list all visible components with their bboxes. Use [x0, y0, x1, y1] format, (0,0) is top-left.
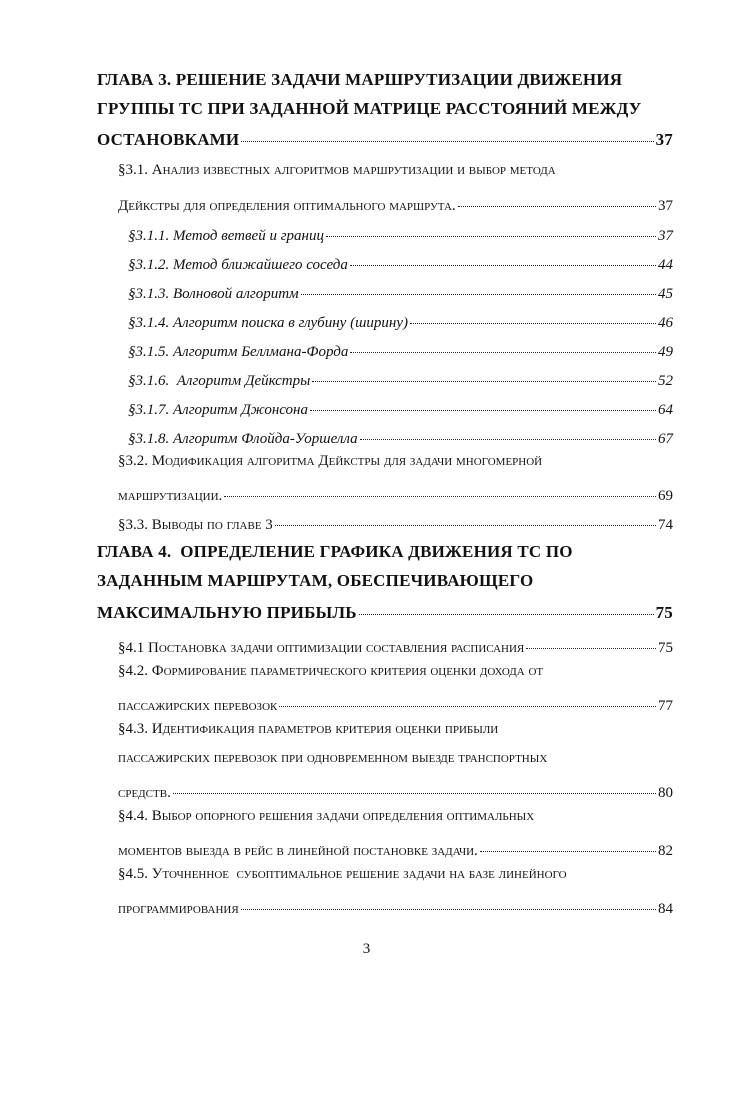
- toc-subsection-3-1-4[interactable]: [128, 309, 673, 332]
- toc-section-3-3-title: §3.3. Выводы по главе 3: [118, 517, 273, 533]
- leader-dots: [326, 222, 656, 240]
- leader-dots: [301, 280, 656, 298]
- toc-chapter-4-line-2: [97, 571, 673, 591]
- leader-dots: [458, 192, 656, 210]
- toc-chapter-4-title-line-2: ЗАДАННЫМ МАРШРУТАМ, ОБЕСПЕЧИВАЮЩЕГО: [97, 571, 534, 590]
- toc-subsection-3-1-5-page: 49: [658, 344, 673, 360]
- toc-subsection-3-1-3[interactable]: [128, 280, 673, 303]
- leader-dots: [350, 338, 656, 356]
- toc-section-4-4-title-line-1: §4.4. Выбор опорного решения задачи определения оптимальных: [118, 808, 535, 824]
- toc-section-3-2-line-1: [118, 453, 673, 470]
- toc-subsection-3-1-3-title: §3.1.3. Волновой алгоритм: [128, 286, 299, 302]
- toc-section-4-3-title-line-1: §4.3. Идентификация параметров критерия оценки прибыли: [118, 721, 499, 737]
- toc-chapter-4-title-line-3: МАКСИМАЛЬНУЮ ПРИБЫЛЬ: [97, 603, 357, 622]
- toc-subsection-3-1-6-page: 52: [658, 373, 673, 389]
- toc-subsection-3-1-1-page: 37: [658, 228, 673, 244]
- toc-chapter-3-entry[interactable]: [97, 127, 673, 150]
- toc-section-4-2-entry[interactable]: [118, 692, 673, 715]
- toc-chapter-4-title-line-1: ГЛАВА 4. ОПРЕДЕЛЕНИЕ ГРАФИКА ДВИЖЕНИЯ ТС ПО: [97, 542, 573, 561]
- toc-subsection-3-1-2[interactable]: [128, 251, 673, 274]
- leader-dots: [224, 482, 656, 500]
- toc-chapter-3-line-1: [97, 70, 673, 90]
- toc-section-3-1-entry[interactable]: [118, 192, 673, 215]
- toc-subsection-3-1-4-title: §3.1.4. Алгоритм поиска в глубину (ширину): [128, 315, 408, 331]
- leader-dots: [312, 367, 656, 385]
- toc-subsection-3-1-2-title: §3.1.2. Метод ближайшего соседа: [128, 257, 348, 273]
- toc-subsection-3-1-5-title: §3.1.5. Алгоритм Беллмана-Форда: [128, 344, 349, 360]
- toc-chapter-4-line-1: [97, 542, 673, 562]
- toc-section-3-2-entry[interactable]: [118, 482, 673, 505]
- toc-subsection-3-1-7-title: §3.1.7. Алгоритм Джонсона: [128, 402, 308, 418]
- leader-dots: [526, 634, 656, 652]
- toc-section-4-4-title-line-2: моментов выезда в рейс в линейной постановке задачи.: [118, 843, 478, 859]
- toc-section-3-1-title-line-1: §3.1. Анализ известных алгоритмов маршрутизации и выбор метода: [118, 162, 556, 178]
- leader-dots: [275, 511, 656, 529]
- toc-subsection-3-1-5[interactable]: [128, 338, 673, 361]
- toc-section-3-1-line-1: [118, 162, 673, 179]
- leader-dots: [410, 309, 656, 327]
- toc-subsection-3-1-6-title: §3.1.6. Алгоритм Дейкстры: [128, 373, 311, 389]
- toc-section-3-2-page: 69: [658, 488, 673, 504]
- toc-subsection-3-1-8-page: 67: [658, 431, 673, 447]
- page-number: 3: [362, 941, 371, 957]
- toc-section-4-3-line-2: [118, 750, 673, 767]
- toc-section-4-2-title-line-2: пассажирских перевозок: [118, 698, 278, 714]
- toc-section-3-2-title-line-2: маршрутизации.: [118, 488, 223, 504]
- toc-section-4-5-title-line-1: §4.5. Уточненное субоптимальное решение задачи на базе линейного: [118, 866, 567, 882]
- toc-section-3-1-title-line-2: Дейкстры для определения оптимального маршрута.: [118, 198, 456, 214]
- toc-section-4-3-title-line-2: пассажирских перевозок при одновременном выезде транспортных: [118, 750, 548, 766]
- toc-section-4-5-page: 84: [658, 901, 673, 917]
- leader-dots: [173, 779, 656, 797]
- leader-dots: [279, 692, 656, 710]
- toc-section-4-3-title-line-3: средств.: [118, 785, 171, 801]
- toc-subsection-3-1-3-page: 45: [658, 286, 673, 302]
- leader-dots: [241, 127, 653, 145]
- leader-dots: [350, 251, 656, 269]
- toc-section-4-4-page: 82: [658, 843, 673, 859]
- toc-section-4-1-title: §4.1 Постановка задачи оптимизации составления расписания: [118, 640, 525, 656]
- toc-section-4-5-title-line-2: программирования: [118, 901, 239, 917]
- toc-subsection-3-1-2-page: 44: [658, 257, 673, 273]
- toc-section-4-4-line-1: [118, 808, 673, 825]
- toc-section-4-2-title-line-1: §4.2. Формирование параметрического критерия оценки дохода от: [118, 663, 544, 679]
- leader-dots: [480, 837, 656, 855]
- toc-subsection-3-1-6[interactable]: [128, 367, 673, 390]
- toc-section-4-3-page: 80: [658, 785, 673, 801]
- leader-dots: [310, 396, 656, 414]
- toc-section-4-2-page: 77: [658, 698, 673, 714]
- toc-subsection-3-1-8[interactable]: [128, 425, 673, 448]
- toc-section-4-4-entry[interactable]: [118, 837, 673, 860]
- toc-chapter-3-title-line-3: ОСТАНОВКАМИ: [97, 130, 240, 149]
- toc-subsection-3-1-7[interactable]: [128, 396, 673, 419]
- toc-section-4-1-page: 75: [658, 640, 673, 656]
- toc-subsection-3-1-8-title: §3.1.8. Алгоритм Флойда-Уоршелла: [128, 431, 358, 447]
- toc-section-3-3-page: 74: [658, 517, 673, 533]
- toc-section-4-3-line-1: [118, 721, 673, 738]
- toc-section-4-2-line-1: [118, 663, 673, 680]
- toc-chapter-4-entry[interactable]: [97, 600, 673, 623]
- toc-chapter-3-title-line-2: ГРУППЫ ТС ПРИ ЗАДАННОЙ МАТРИЦЕ РАССТОЯНИЙ МЕЖДУ: [97, 99, 642, 118]
- toc-section-4-5-entry[interactable]: [118, 895, 673, 918]
- leader-dots: [359, 600, 654, 618]
- toc-subsection-3-1-1[interactable]: [128, 222, 673, 245]
- toc-chapter-3-line-2: [97, 99, 673, 119]
- toc-chapter-4-page: 75: [655, 603, 673, 622]
- toc-section-4-3-entry[interactable]: [118, 779, 673, 802]
- toc-section-4-1-entry[interactable]: [118, 634, 673, 657]
- leader-dots: [360, 425, 656, 443]
- toc-section-3-2-title-line-1: §3.2. Модификация алгоритма Дейкстры для задачи многомерной: [118, 453, 543, 469]
- toc-chapter-3-page: 37: [655, 130, 673, 149]
- leader-dots: [241, 895, 656, 913]
- toc-chapter-3-title-line-1: ГЛАВА 3. РЕШЕНИЕ ЗАДАЧИ МАРШРУТИЗАЦИИ ДВИЖЕНИЯ: [97, 70, 623, 89]
- toc-section-3-1-page: 37: [658, 198, 673, 214]
- toc-section-3-3-entry[interactable]: [118, 511, 673, 534]
- toc-subsection-3-1-4-page: 46: [658, 315, 673, 331]
- toc-subsection-3-1-7-page: 64: [658, 402, 673, 418]
- toc-section-4-5-line-1: [118, 866, 673, 883]
- toc-subsection-3-1-1-title: §3.1.1. Метод ветвей и границ: [128, 228, 324, 244]
